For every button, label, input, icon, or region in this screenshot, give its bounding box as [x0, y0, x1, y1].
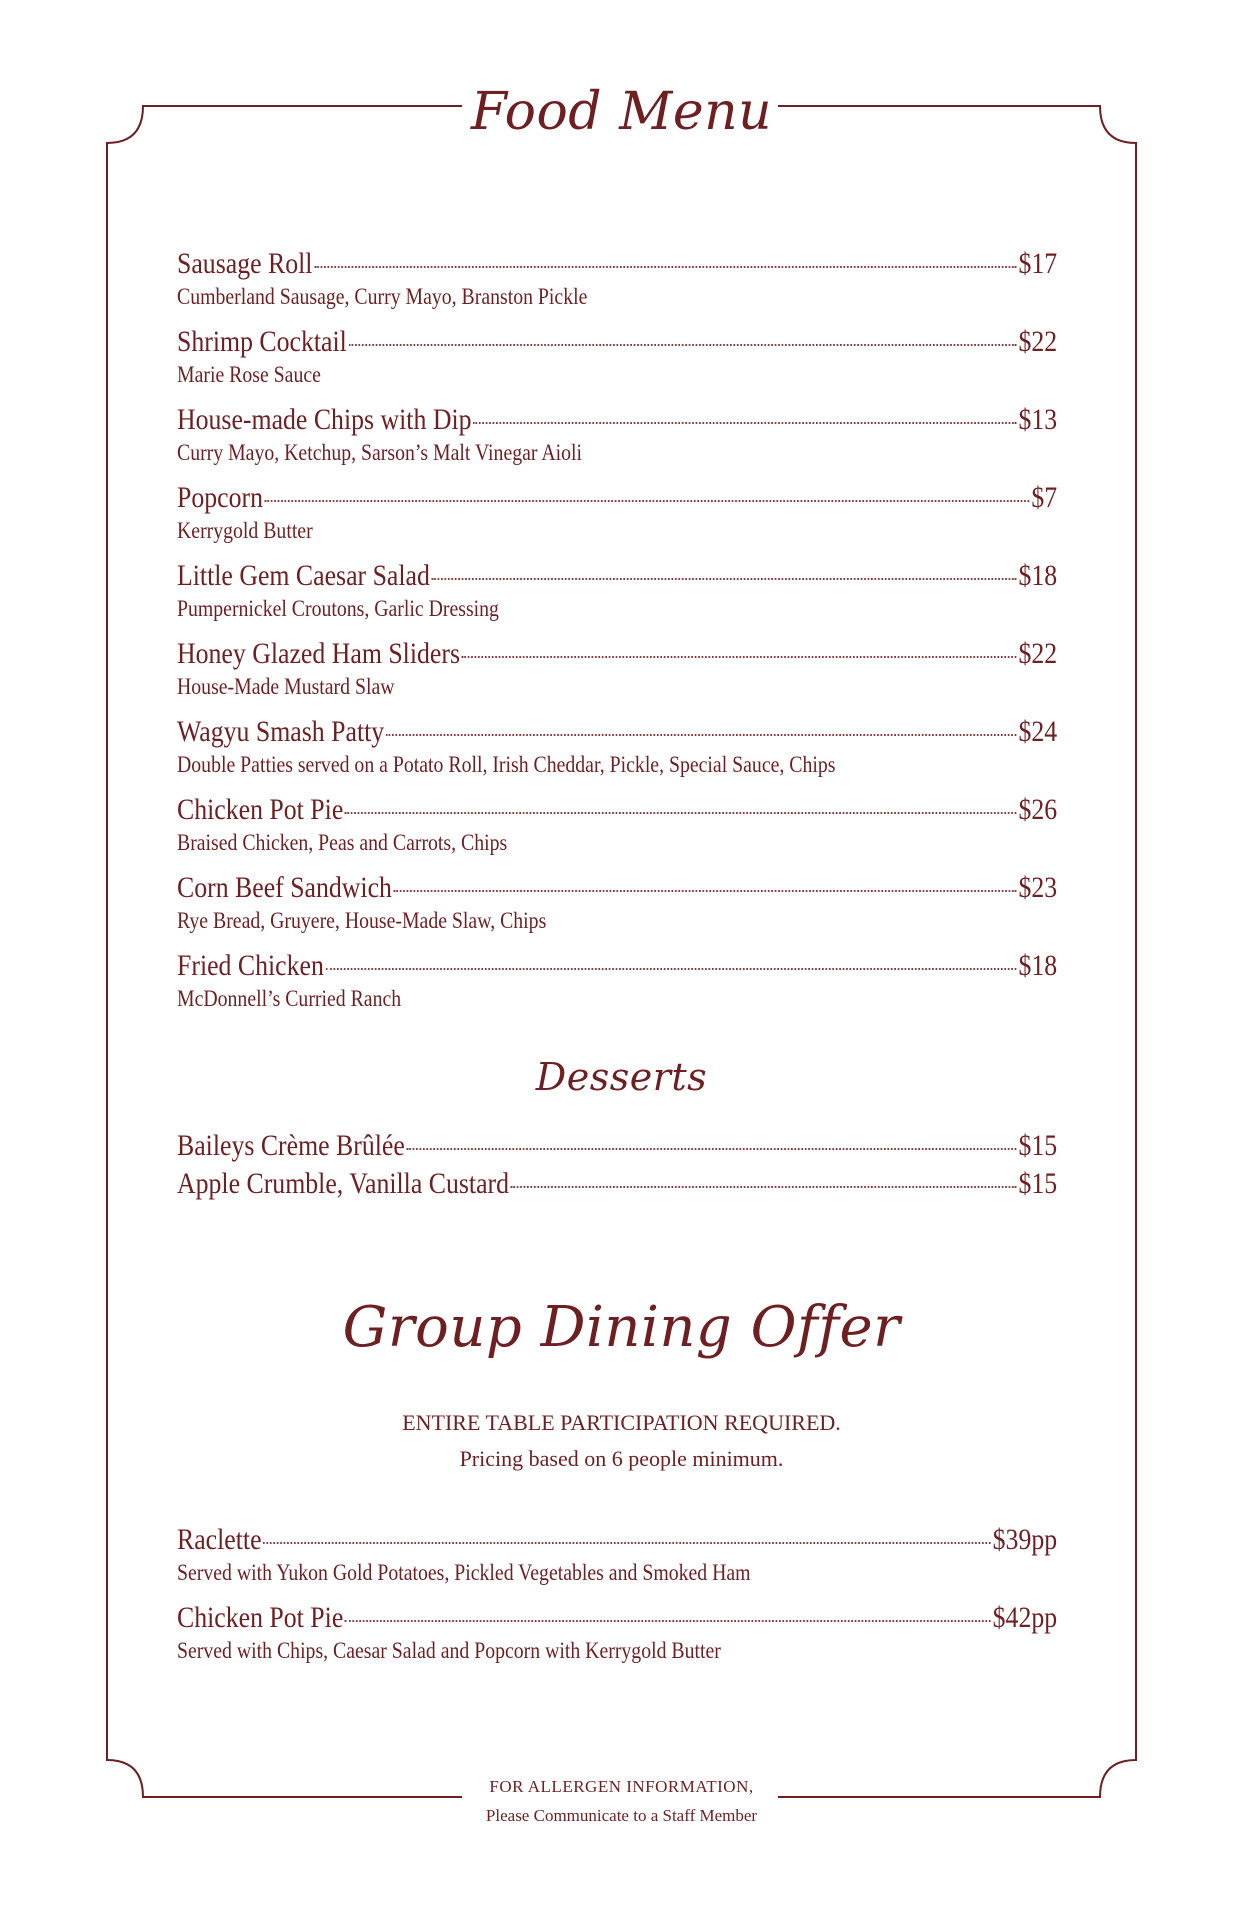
- menu-item: [177, 636, 1057, 702]
- item-name: Little Gem Caesar Salad: [177, 559, 430, 592]
- food-item-list: [177, 246, 1057, 1026]
- dot-leader: [326, 968, 1017, 970]
- item-description: Double Patties served on a Potato Roll, Irish Cheddar, Pickle, Special Sauce, Chips: [177, 752, 836, 777]
- group-item: [177, 1522, 1057, 1588]
- item-price: $42pp: [992, 1601, 1058, 1634]
- item-description: Served with Chips, Caesar Salad and Popcorn with Kerrygold Butter: [177, 1638, 721, 1663]
- menu-item: [177, 714, 1057, 780]
- item-name: Fried Chicken: [177, 949, 324, 982]
- item-name: Shrimp Cocktail: [177, 325, 347, 358]
- item-price: $18: [1018, 949, 1058, 982]
- item-price: $24: [1018, 715, 1058, 748]
- menu-item: [177, 324, 1057, 390]
- item-description: Braised Chicken, Peas and Carrots, Chips: [177, 830, 508, 855]
- item-name: Popcorn: [177, 481, 263, 514]
- item-description: Rye Bread, Gruyere, House-Made Slaw, Chips: [177, 908, 547, 933]
- item-price: $13: [1018, 403, 1058, 436]
- dot-leader: [462, 656, 1017, 658]
- item-name: Raclette: [177, 1523, 262, 1556]
- item-price: $22: [1018, 637, 1058, 670]
- item-name: Chicken Pot Pie: [177, 793, 344, 826]
- menu-item: [177, 246, 1057, 312]
- item-name: Baileys Crème Brûlée: [177, 1129, 405, 1162]
- item-description: Kerrygold Butter: [177, 518, 313, 543]
- menu-item: [177, 558, 1057, 624]
- dot-leader: [265, 500, 1030, 502]
- item-price: $7: [1031, 481, 1058, 514]
- item-description: Cumberland Sausage, Curry Mayo, Branston Pickle: [177, 284, 588, 309]
- item-price: $18: [1018, 559, 1058, 592]
- dessert-item: [177, 1128, 1057, 1164]
- item-description: House-Made Mustard Slaw: [177, 674, 395, 699]
- menu-item: [177, 792, 1057, 858]
- allergen-note-line2: Please Communicate to a Staff Member: [485, 1806, 758, 1825]
- item-description: McDonnell’s Curried Ranch: [177, 986, 402, 1011]
- dot-leader: [349, 344, 1017, 346]
- dot-leader: [386, 734, 1017, 736]
- item-price: $17: [1018, 247, 1058, 280]
- item-name: Wagyu Smash Patty: [177, 715, 385, 748]
- menu-item: [177, 948, 1057, 1014]
- group-minimum-note: Pricing based on 6 people minimum.: [459, 1446, 784, 1471]
- item-price: $15: [1018, 1167, 1058, 1200]
- dessert-item-list: [177, 1128, 1057, 1204]
- item-name: Apple Crumble, Vanilla Custard: [177, 1167, 510, 1200]
- item-price: $15: [1018, 1129, 1058, 1162]
- dot-leader: [407, 1148, 1017, 1150]
- item-name: Chicken Pot Pie: [177, 1601, 344, 1634]
- group-dining-heading: Group Dining Offer: [342, 1295, 901, 1360]
- menu-item: [177, 870, 1057, 936]
- item-name: Sausage Roll: [177, 247, 313, 280]
- dot-leader: [394, 890, 1017, 892]
- dot-leader: [345, 812, 1017, 814]
- dot-leader: [432, 578, 1017, 580]
- dot-leader: [345, 1620, 991, 1622]
- item-description: Curry Mayo, Ketchup, Sarson’s Malt Vinegar Aioli: [177, 440, 582, 465]
- group-requirement-note: ENTIRE TABLE PARTICIPATION REQUIRED.: [402, 1410, 841, 1435]
- item-name: House-made Chips with Dip: [177, 403, 472, 436]
- item-description: Served with Yukon Gold Potatoes, Pickled Vegetables and Smoked Ham: [177, 1560, 751, 1585]
- desserts-heading: Desserts: [535, 1055, 708, 1099]
- item-name: Honey Glazed Ham Sliders: [177, 637, 461, 670]
- item-price: $23: [1018, 871, 1058, 904]
- item-price: $22: [1018, 325, 1058, 358]
- menu-item: [177, 480, 1057, 546]
- item-name: Corn Beef Sandwich: [177, 871, 392, 904]
- menu-item: [177, 402, 1057, 468]
- group-item: [177, 1600, 1057, 1666]
- item-description: Marie Rose Sauce: [177, 362, 321, 387]
- allergen-note-line1: FOR ALLERGEN INFORMATION,: [489, 1777, 754, 1796]
- menu-title: Food Menu: [470, 82, 773, 142]
- item-price: $39pp: [992, 1523, 1058, 1556]
- dessert-item: [177, 1166, 1057, 1202]
- item-description: Pumpernickel Croutons, Garlic Dressing: [177, 596, 499, 621]
- group-item-list: [177, 1522, 1057, 1678]
- dot-leader: [511, 1186, 1017, 1188]
- dot-leader: [314, 266, 1017, 268]
- dot-leader: [263, 1542, 991, 1544]
- dot-leader: [473, 422, 1016, 424]
- item-price: $26: [1018, 793, 1058, 826]
